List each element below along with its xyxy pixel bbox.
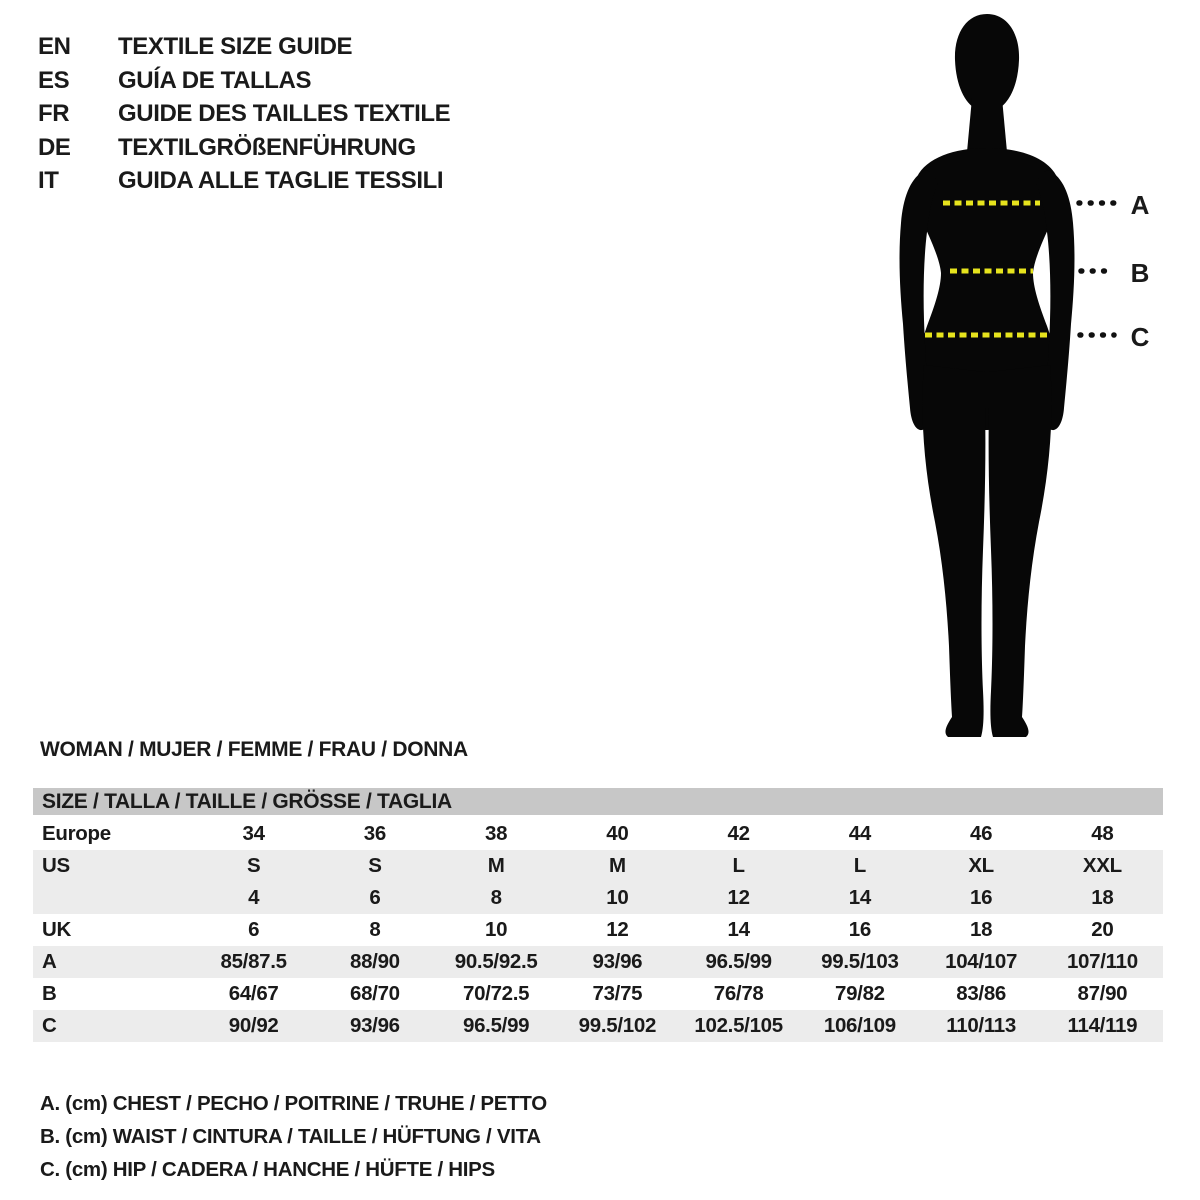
size-value: 106/109: [823, 1014, 896, 1037]
size-value: 99.5/103: [821, 950, 899, 973]
gender-heading: WOMAN / MUJER / FEMME / FRAU / DONNA: [40, 738, 468, 761]
language-title-list: [38, 30, 450, 198]
table-row: [33, 882, 1163, 914]
table-row: [33, 914, 1163, 946]
legend-line: C. (cm) HIP / CADERA / HANCHE / HÜFTE / HIPS: [40, 1158, 495, 1181]
guide-title: GUIDE DES TAILLES TEXTILE: [118, 100, 451, 127]
size-value: 83/86: [956, 982, 1007, 1005]
measure-label-waist: B: [1130, 258, 1150, 288]
table-row: [33, 850, 1163, 882]
size-value: 73/75: [592, 982, 643, 1005]
size-table-header: SIZE / TALLA / TAILLE / GRÖSSE / TAGLIA: [33, 788, 1163, 815]
size-value: 70/72.5: [462, 982, 530, 1005]
size-value: S: [246, 854, 261, 877]
size-value: 85/87.5: [220, 950, 287, 973]
row-label: [33, 882, 193, 914]
size-value: 20: [1091, 918, 1114, 941]
size-value: 104/107: [945, 950, 1018, 973]
size-value: 38: [485, 822, 508, 845]
size-value: M: [608, 854, 626, 877]
row-label: B: [42, 982, 57, 1005]
size-value: XXL: [1082, 854, 1122, 877]
table-row: [33, 946, 1163, 978]
legend-line: A. (cm) CHEST / PECHO / POITRINE / TRUHE / PETTO: [40, 1092, 547, 1115]
language-code: EN: [38, 33, 71, 60]
silhouette-left-leg: [922, 365, 985, 737]
size-value: L: [853, 854, 866, 877]
size-value: 68/70: [349, 982, 400, 1005]
size-value: S: [368, 854, 382, 877]
size-value: 42: [727, 822, 750, 845]
size-value: 48: [1091, 822, 1114, 845]
size-value: 8: [369, 918, 381, 941]
size-value: 76/78: [713, 982, 764, 1005]
table-row: [33, 1010, 1163, 1042]
size-value: 12: [606, 918, 629, 941]
table-row: [33, 978, 1163, 1010]
language-row: [38, 97, 450, 131]
size-value: 14: [727, 918, 750, 941]
size-value: 93/96: [592, 950, 643, 973]
size-value: 12: [727, 886, 750, 909]
guide-title: GUÍA DE TALLAS: [118, 66, 312, 94]
guide-title: GUIDA ALLE TAGLIE TESSILI: [118, 167, 444, 194]
size-value: 16: [848, 918, 871, 941]
row-label: US: [42, 854, 70, 877]
size-value: 99.5/102: [578, 1014, 657, 1037]
size-value: 44: [848, 822, 871, 845]
row-label: C: [42, 1014, 57, 1037]
guide-title: TEXTILE SIZE GUIDE: [118, 33, 353, 60]
size-value: 40: [606, 822, 629, 845]
size-value: 46: [970, 822, 993, 845]
row-label: Europe: [42, 822, 111, 845]
size-table: [33, 788, 1163, 1042]
language-row: [38, 64, 450, 98]
size-value: 90.5/92.5: [454, 950, 538, 973]
size-value: 93/96: [349, 1014, 400, 1037]
guide-title: TEXTILGRÖßENFÜHRUNG: [118, 133, 416, 161]
size-value: 36: [363, 822, 386, 845]
size-value: 16: [970, 886, 993, 909]
silhouette-head: [955, 14, 1019, 112]
woman-silhouette: [890, 10, 1160, 742]
size-value: 114/119: [1067, 1014, 1138, 1037]
size-value: 6: [369, 886, 381, 909]
size-value: 64/67: [228, 982, 279, 1005]
size-value: 4: [248, 886, 260, 909]
size-value: 14: [848, 886, 871, 909]
silhouette-right-leg: [989, 365, 1052, 737]
language-code: DE: [38, 133, 71, 161]
size-value: 18: [970, 918, 993, 941]
language-code: FR: [38, 100, 70, 127]
size-value: 6: [248, 918, 260, 941]
measure-label-chest: A: [1130, 190, 1150, 220]
measure-label-hip: C: [1130, 322, 1150, 352]
size-value: 8: [490, 886, 502, 909]
body-measurement-figure: [890, 10, 1190, 742]
size-value: 96.5/99: [462, 1014, 530, 1037]
size-value: 110/113: [946, 1014, 1016, 1037]
size-value: 88/90: [349, 950, 400, 973]
size-value: 87/90: [1077, 982, 1128, 1005]
row-label: UK: [42, 918, 72, 941]
table-row: [33, 818, 1163, 850]
language-row: [38, 164, 450, 198]
row-label: A: [42, 950, 57, 973]
measurement-legend: [40, 1087, 547, 1186]
size-value: 102.5/105: [694, 1014, 783, 1037]
size-value: 18: [1091, 886, 1114, 909]
size-value: 107/110: [1066, 950, 1138, 973]
legend-line: B. (cm) WAIST / CINTURA / TAILLE / HÜFTUNG / VITA: [40, 1125, 541, 1148]
silhouette-neck: [967, 98, 1007, 152]
size-value: 96.5/99: [705, 950, 772, 973]
language-code: IT: [38, 167, 59, 194]
size-value: 79/82: [834, 982, 885, 1005]
size-value: 34: [242, 822, 265, 845]
size-value: L: [732, 854, 745, 877]
language-code: ES: [38, 66, 70, 94]
size-value: 90/92: [228, 1014, 279, 1037]
size-value: XL: [968, 854, 994, 877]
language-row: [38, 30, 450, 64]
size-value: M: [487, 854, 505, 877]
size-value: 10: [606, 886, 629, 909]
language-row: [38, 131, 450, 165]
size-table-body: [33, 818, 1163, 1042]
size-value: 10: [485, 918, 508, 941]
